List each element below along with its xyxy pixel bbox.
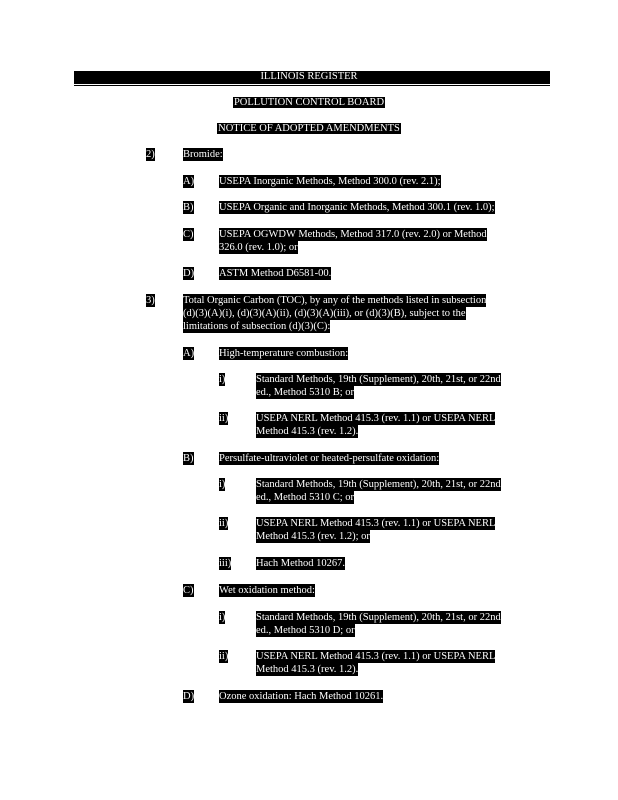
item-text: Ozone oxidation: Hach Method 10261. <box>219 691 384 702</box>
item-text-line: Total Organic Carbon (TOC), by any of the methods listed in subsection <box>183 295 487 306</box>
item-text: Persulfate-ultraviolet or heated-persulfate oxidation: <box>219 453 440 464</box>
item-label: B) <box>183 453 194 464</box>
item-text-line: Standard Methods, 19th (Supplement), 20th, 21st, or 22nd <box>256 479 501 490</box>
item-text: ASTM Method D6581-00. <box>219 268 332 279</box>
item-text-line: Method 415.3 (rev. 1.2). <box>256 426 359 437</box>
item-label: i) <box>219 612 226 623</box>
notice-title: NOTICE OF ADOPTED AMENDMENTS <box>218 123 400 134</box>
item-text-line: Method 415.3 (rev. 1.2). <box>256 664 359 675</box>
item-text-line: USEPA NERL Method 415.3 (rev. 1.1) or USEPA NERL <box>256 413 496 424</box>
register-title: ILLINOIS REGISTER <box>260 71 358 82</box>
board-title: POLLUTION CONTROL BOARD <box>233 97 385 108</box>
item-text: High-temperature combustion: <box>219 348 349 359</box>
item-text-line: ed., Method 5310 B; or <box>256 387 354 398</box>
item-label: C) <box>183 585 194 596</box>
item-text-line: (d)(3)(A)(i), (d)(3)(A)(ii), (d)(3)(A)(iii), or (d)(3)(B), subject to the <box>183 308 466 319</box>
item-text-line: ed., Method 5310 C; or <box>256 492 354 503</box>
item-text: Hach Method 10267. <box>256 558 345 569</box>
item-text: Wet oxidation method: <box>219 585 315 596</box>
item-text-line: USEPA OGWDW Methods, Method 317.0 (rev. 2.0) or Method <box>219 229 487 240</box>
item-label: D) <box>183 268 195 279</box>
item-text-line: Standard Methods, 19th (Supplement), 20th, 21st, or 22nd <box>256 612 501 623</box>
item-label: C) <box>183 229 194 240</box>
item-label: ii) <box>219 413 229 424</box>
item-text: USEPA Inorganic Methods, Method 300.0 (rev. 2.1); <box>219 176 441 187</box>
item-label: i) <box>219 479 226 490</box>
item-text-line: Method 415.3 (rev. 1.2); or <box>256 531 370 542</box>
item-label: 3) <box>146 295 155 306</box>
item-text-line: Standard Methods, 19th (Supplement), 20th, 21st, or 22nd <box>256 374 501 385</box>
item-text-line: limitations of subsection (d)(3)(C): <box>183 321 331 332</box>
item-text-line: 326.0 (rev. 1.0); or <box>219 242 298 253</box>
item-text: USEPA Organic and Inorganic Methods, Method 300.1 (rev. 1.0); <box>219 202 495 213</box>
item-label: D) <box>183 691 195 702</box>
item-label: ii) <box>219 651 229 662</box>
item-text: Bromide: <box>183 149 223 160</box>
item-text-line: ed., Method 5310 D; or <box>256 625 355 636</box>
item-label: iii) <box>219 558 232 569</box>
item-label: B) <box>183 202 194 213</box>
item-label: A) <box>183 348 195 359</box>
item-text-line: USEPA NERL Method 415.3 (rev. 1.1) or USEPA NERL <box>256 518 496 529</box>
item-label: A) <box>183 176 195 187</box>
item-label: ii) <box>219 518 229 529</box>
item-label: i) <box>219 374 226 385</box>
item-text-line: USEPA NERL Method 415.3 (rev. 1.1) or USEPA NERL <box>256 651 496 662</box>
item-label: 2) <box>146 149 155 160</box>
